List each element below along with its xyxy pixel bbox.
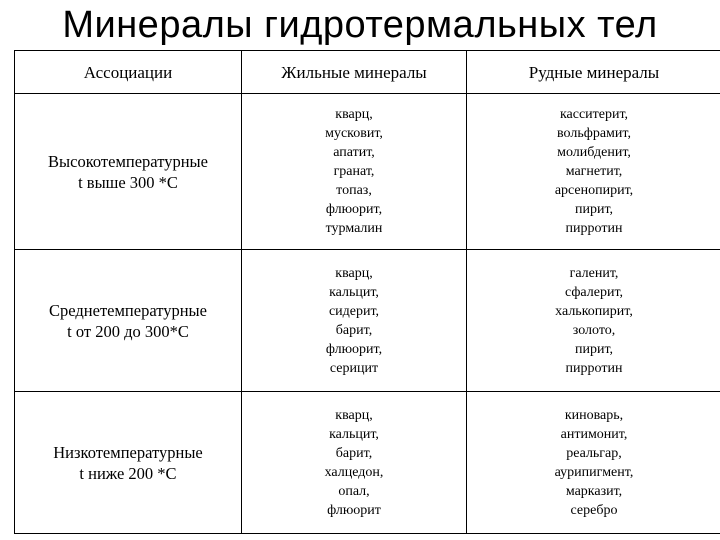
table-row: [15, 250, 720, 392]
mineral-item: халькопирит,: [555, 303, 633, 319]
table-row: [15, 392, 720, 534]
association-temperature: t ниже 200 *С: [79, 463, 177, 483]
mineral-item: пирротин: [565, 360, 623, 376]
association-name: Высокотемпературные: [48, 151, 208, 171]
mineral-item: кальцит,: [329, 284, 379, 300]
ore-minerals-cell: [467, 94, 720, 250]
mineral-item: флюорит,: [325, 202, 383, 217]
association-name: Среднетемпературные: [49, 300, 207, 320]
association-cell: [15, 392, 242, 534]
mineral-item: серебро: [570, 502, 618, 518]
mineral-item: турмалин: [325, 221, 383, 236]
vein-minerals-cell: [242, 392, 467, 534]
mineral-item: сидерит,: [328, 303, 380, 319]
association-temperature: t выше 300 *С: [78, 172, 178, 192]
mineral-item: опал,: [338, 483, 370, 499]
mineral-item: молибденит,: [557, 145, 631, 160]
association-cell: [15, 94, 242, 250]
mineral-item: арсенопирит,: [554, 183, 634, 198]
mineral-item: пирит,: [574, 202, 614, 217]
vein-minerals-cell: [242, 250, 467, 392]
ore-minerals-cell: [467, 250, 720, 392]
mineral-item: флюорит: [327, 502, 381, 518]
header-ore-minerals: Рудные минералы: [467, 51, 720, 94]
mineral-item: барит,: [335, 322, 373, 338]
table-row: [15, 94, 720, 250]
mineral-item: сфалерит,: [564, 284, 624, 300]
mineral-item: пирит,: [574, 341, 614, 357]
page-title: Минералы гидротермальных тел: [62, 4, 658, 46]
mineral-item: марказит,: [565, 483, 623, 499]
vein-minerals-cell: [242, 94, 467, 250]
header-vein-minerals: Жильные минералы: [242, 51, 467, 94]
mineral-item: антимонит,: [560, 426, 628, 442]
association-name: Низкотемпературные: [53, 442, 203, 462]
mineral-item: кварц,: [335, 407, 373, 423]
header-associations: Ассоциации: [15, 51, 242, 94]
mineral-item: пирротин: [565, 221, 623, 236]
mineral-item: аурипигмент,: [554, 464, 634, 480]
mineral-item: кварц,: [335, 265, 373, 281]
mineral-item: золото,: [572, 322, 616, 338]
association-temperature: t от 200 до 300*С: [67, 321, 189, 341]
mineral-item: барит,: [335, 445, 373, 461]
mineral-item: реальгар,: [566, 445, 622, 461]
minerals-table: [14, 50, 720, 534]
table-header-row: [15, 51, 720, 94]
mineral-item: серицит: [329, 360, 379, 376]
mineral-item: апатит,: [333, 145, 375, 160]
mineral-item: кальцит,: [329, 426, 379, 442]
mineral-item: флюорит,: [325, 341, 383, 357]
association-cell: [15, 250, 242, 392]
mineral-item: киноварь,: [564, 407, 624, 423]
mineral-item: касситерит,: [559, 107, 629, 122]
mineral-item: галенит,: [569, 265, 619, 281]
mineral-item: кварц,: [335, 107, 373, 122]
mineral-item: топаз,: [336, 183, 372, 198]
mineral-item: гранат,: [333, 164, 375, 179]
mineral-item: мусковит,: [325, 126, 383, 141]
mineral-item: халцедон,: [324, 464, 384, 480]
ore-minerals-cell: [467, 392, 720, 534]
mineral-item: вольфрамит,: [557, 126, 631, 141]
mineral-item: магнетит,: [565, 164, 623, 179]
